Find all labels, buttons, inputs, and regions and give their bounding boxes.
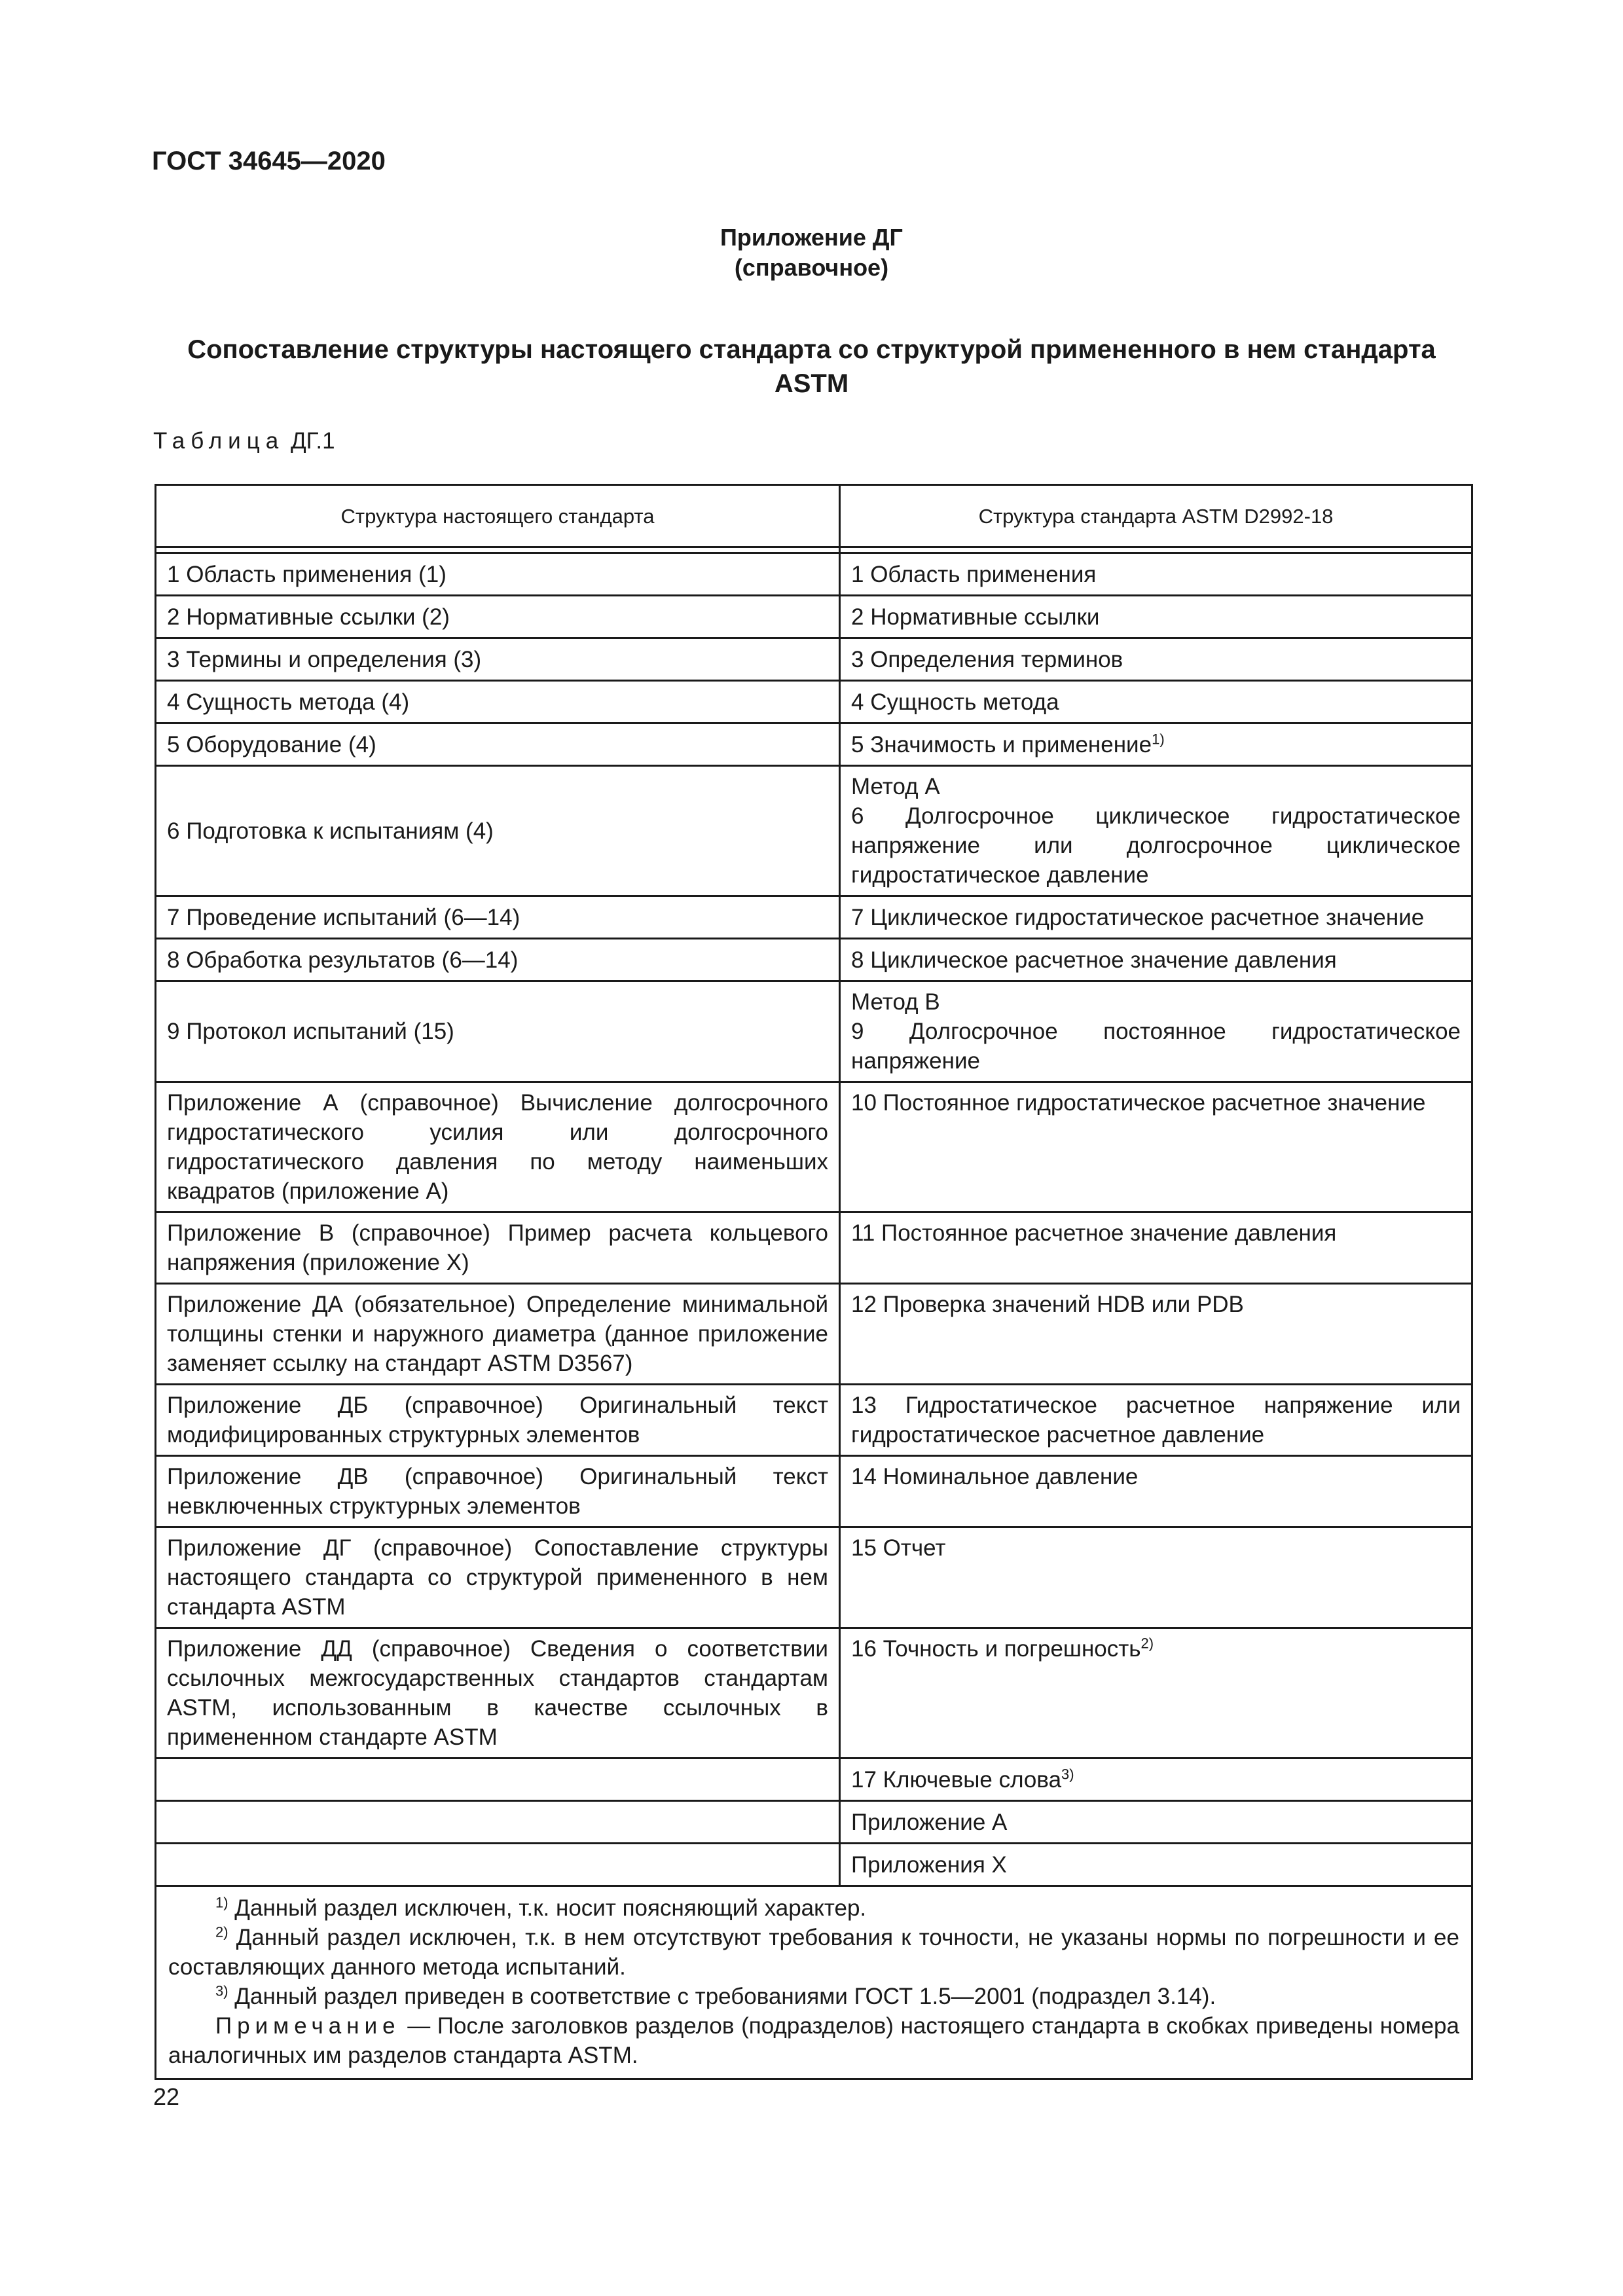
- footnote-mark: 1): [1152, 730, 1165, 747]
- table-row: [156, 981, 1472, 1082]
- current-structure-cell: Приложение В (справочное) Пример расчета кольцевого напряжения (приложение Х): [156, 1212, 840, 1284]
- astm-structure-cell: [840, 766, 1472, 896]
- astm-structure-cell: 4 Сущность метода: [840, 681, 1472, 723]
- current-structure-cell: 7 Проведение испытаний (6—14): [156, 896, 840, 939]
- footnote-3-mark: 3): [215, 1982, 228, 1999]
- table-row: [156, 1801, 1472, 1844]
- table-row: [156, 1527, 1472, 1628]
- table-note: [168, 2011, 1459, 2070]
- footnote-2-mark: 2): [215, 1923, 228, 1941]
- table-row: [156, 638, 1472, 681]
- astm-structure-cell: 13 Гидростатическое расчетное напряжение или гидростатическое расчетное давление: [840, 1385, 1472, 1456]
- current-structure-cell: [156, 1758, 840, 1801]
- footnote-mark: 2): [1140, 1635, 1154, 1652]
- page-number: 22: [153, 2083, 180, 2110]
- astm-structure-text: 5 Значимость и применение: [851, 731, 1152, 757]
- appendix-status: (справочное): [734, 254, 889, 281]
- astm-structure-cell: 15 Отчет: [840, 1527, 1472, 1628]
- astm-structure-cell: [840, 981, 1472, 1082]
- current-structure-cell: 4 Сущность метода (4): [156, 681, 840, 723]
- current-structure-cell: Приложение ДГ (справочное) Сопоставление структуры настоящего стандарта со структурой примененного в нем стандарта ASTM: [156, 1527, 840, 1628]
- astm-structure-cell: Приложение А: [840, 1801, 1472, 1844]
- current-structure-cell: Приложение ДВ (справочное) Оригинальный текст невключенных структурных элементов: [156, 1456, 840, 1527]
- astm-structure-text: 16 Точность и погрешность: [851, 1636, 1141, 1662]
- current-structure-cell: [156, 1844, 840, 1886]
- astm-structure-cell: 14 Номинальное давление: [840, 1456, 1472, 1527]
- footnote-3: [168, 1982, 1459, 2011]
- astm-structure-cell: [840, 723, 1472, 766]
- current-structure-cell: Приложение ДД (справочное) Сведения о соответствии ссылочных межгосударственных стандартов стандартам ASTM, использованным в качестве ссылочных в примененном стандарте ASTM: [156, 1628, 840, 1758]
- footnote-1-text: Данный раздел исключен, т.к. носит поясняющий характер.: [228, 1895, 867, 1921]
- main-heading: Сопоставление структуры настоящего стандарта со структурой примененного в нем стандарта ASTM: [187, 335, 1436, 398]
- table-row: [156, 1844, 1472, 1886]
- table-notes-row: [156, 1886, 1472, 2079]
- column-header-current-standard: Структура настоящего стандарта: [156, 485, 840, 547]
- astm-structure-text: 9 Долгосрочное постоянное гидростатическое напряжение: [851, 1019, 1461, 1074]
- table-row: [156, 1628, 1472, 1758]
- astm-structure-cell: 10 Постоянное гидростатическое расчетное значение: [840, 1082, 1472, 1212]
- table-row: [156, 939, 1472, 981]
- table-label-number: ДГ.1: [290, 428, 335, 454]
- table-row: [156, 723, 1472, 766]
- astm-structure-cell: 3 Определения терминов: [840, 638, 1472, 681]
- appendix-name: Приложение ДГ: [720, 224, 903, 251]
- current-structure-cell: Приложение ДА (обязательное) Определение минимальной толщины стенки и наружного диаметра (данное приложение заменяет ссылку на стандарт ASTM D3567): [156, 1284, 840, 1385]
- table-row: [156, 1082, 1472, 1212]
- table-label: [153, 428, 335, 454]
- table-row: [156, 1212, 1472, 1284]
- column-header-astm-standard: Структура стандарта ASTM D2992-18: [840, 485, 1472, 547]
- table-row: [156, 766, 1472, 896]
- table-row: [156, 553, 1472, 596]
- astm-structure-cell: [840, 1628, 1472, 1758]
- current-structure-cell: 9 Протокол испытаний (15): [156, 981, 840, 1082]
- appendix-title: [152, 223, 1471, 283]
- table-label-word: Таблица: [153, 428, 285, 454]
- table-row: [156, 596, 1472, 638]
- table-row: [156, 1385, 1472, 1456]
- table-notes: [156, 1886, 1472, 2079]
- note-text: — После заголовков разделов (подразделов) настоящего стандарта в скобках приведены номера аналогичных им разделов стандарта ASTM.: [168, 2013, 1459, 2068]
- current-structure-cell: 8 Обработка результатов (6—14): [156, 939, 840, 981]
- current-structure-cell: 1 Область применения (1): [156, 553, 840, 596]
- method-label: Метод А: [851, 774, 940, 799]
- table-row: [156, 681, 1472, 723]
- astm-structure-text: 17 Ключевые слова: [851, 1766, 1062, 1793]
- footnote-2-text: Данный раздел исключен, т.к. в нем отсутствуют требования к точности, не указаны нормы по погрешности и ее составляющих данного метода испытаний.: [168, 1925, 1459, 1980]
- header-separator: [156, 547, 1472, 553]
- table-row: [156, 1758, 1472, 1801]
- footnote-1-mark: 1): [215, 1894, 228, 1911]
- note-label: Примечание: [215, 2013, 401, 2039]
- current-structure-cell: 2 Нормативные ссылки (2): [156, 596, 840, 638]
- current-structure-cell: [156, 1801, 840, 1844]
- astm-structure-cell: 2 Нормативные ссылки: [840, 596, 1472, 638]
- footnote-1: [168, 1893, 1459, 1923]
- footnote-3-text: Данный раздел приведен в соответствие с требованиями ГОСТ 1.5—2001 (подраздел 3.14).: [228, 1984, 1216, 2009]
- astm-structure-cell: 12 Проверка значений HDB или PDB: [840, 1284, 1472, 1385]
- astm-structure-cell: 1 Область применения: [840, 553, 1472, 596]
- footnote-mark: 3): [1061, 1765, 1074, 1782]
- table-row: [156, 896, 1472, 939]
- current-structure-cell: 5 Оборудование (4): [156, 723, 840, 766]
- astm-structure-cell: [840, 1758, 1472, 1801]
- astm-structure-cell: Приложения Х: [840, 1844, 1472, 1886]
- current-structure-cell: 3 Термины и определения (3): [156, 638, 840, 681]
- astm-structure-cell: 7 Циклическое гидростатическое расчетное значение: [840, 896, 1472, 939]
- current-structure-cell: 6 Подготовка к испытаниям (4): [156, 766, 840, 896]
- astm-structure-cell: 11 Постоянное расчетное значение давления: [840, 1212, 1472, 1284]
- table-row: [156, 1456, 1472, 1527]
- table-header-row: [156, 485, 1472, 547]
- document-code: ГОСТ 34645—2020: [152, 147, 386, 175]
- astm-structure-cell: 8 Циклическое расчетное значение давления: [840, 939, 1472, 981]
- method-label: Метод В: [851, 989, 940, 1015]
- table-row: [156, 1284, 1472, 1385]
- current-structure-cell: Приложение ДБ (справочное) Оригинальный текст модифицированных структурных элементов: [156, 1385, 840, 1456]
- astm-structure-text: 6 Долгосрочное циклическое гидростатическое напряжение или долгосрочное циклическое гидростатическое давление: [851, 803, 1461, 888]
- footnote-2: [168, 1923, 1459, 1982]
- current-structure-cell: Приложение А (справочное) Вычисление долгосрочного гидростатического усилия или долгосрочного гидростатического давления по методу наименьших квадратов (приложение А): [156, 1082, 840, 1212]
- comparison-table: [155, 484, 1473, 2080]
